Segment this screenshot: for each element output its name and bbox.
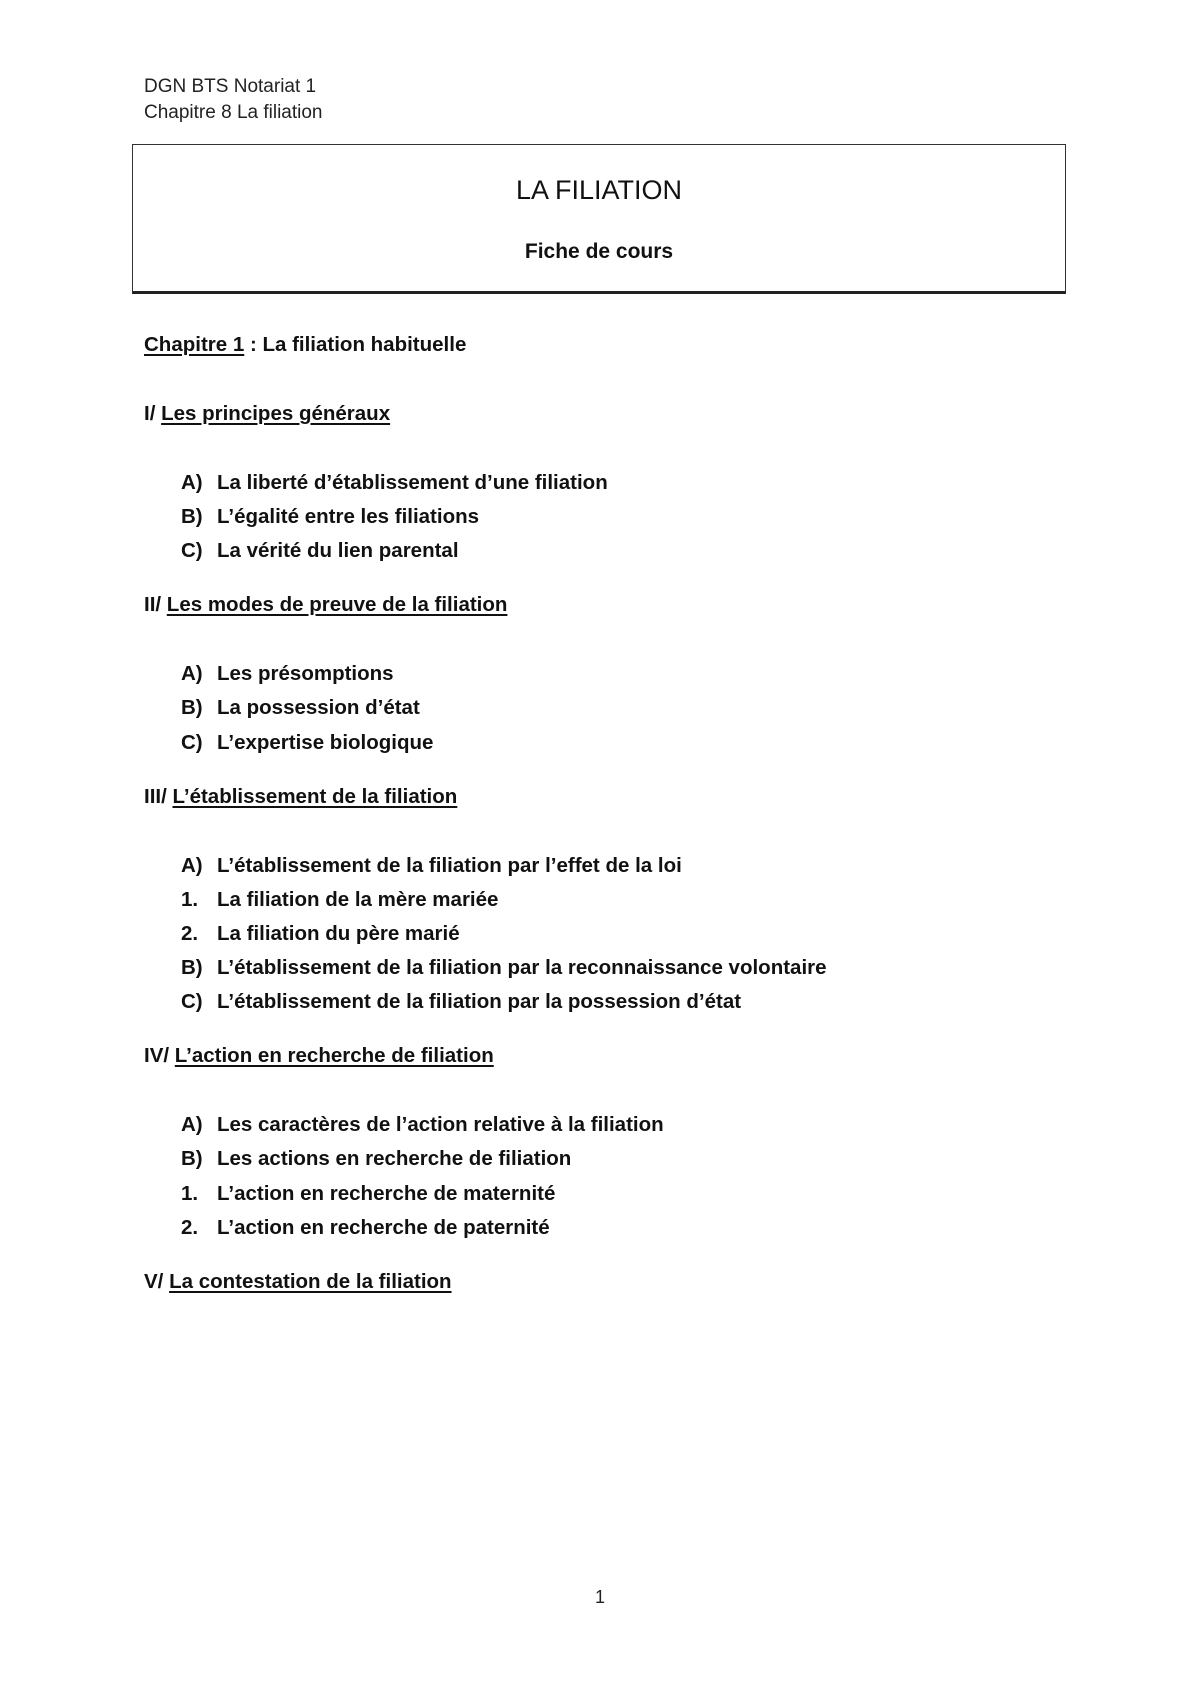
list-marker: 1. <box>181 1182 199 1205</box>
section-heading <box>144 1270 452 1294</box>
list-marker: A) <box>181 471 203 494</box>
page-number: 1 <box>594 1587 605 1607</box>
list-item: L’égalité entre les filiations <box>217 505 480 528</box>
list-marker: A) <box>181 662 203 685</box>
list-marker: C) <box>181 990 203 1013</box>
chapter-label: Chapitre 1 <box>144 333 245 356</box>
list-marker: 2. <box>181 922 199 945</box>
list-item: L’action en recherche de paternité <box>217 1216 550 1239</box>
list-item: L’action en recherche de maternité <box>217 1182 556 1205</box>
list-item: La liberté d’établissement d’une filiation <box>217 471 608 494</box>
section-title: La contestation de la filiation <box>169 1270 452 1293</box>
chapter-separator: : <box>244 333 263 356</box>
section-heading <box>144 1044 494 1068</box>
title-box <box>132 144 1066 294</box>
list-marker: 2. <box>181 1216 199 1239</box>
header-chapter: Chapitre 8 La filiation <box>144 102 323 123</box>
list-item: La filiation de la mère mariée <box>217 888 499 911</box>
section-title: Les modes de preuve de la filiation <box>166 593 508 616</box>
list-item: L’établissement de la filiation par la reconnaissance volontaire <box>217 956 827 979</box>
list-marker: B) <box>181 505 203 528</box>
document-subtitle: Fiche de cours <box>524 240 674 263</box>
list-item: Les caractères de l’action relative à la filiation <box>217 1113 664 1136</box>
section-number: III/ <box>144 785 173 808</box>
list-item: L’établissement de la filiation par la possession d’état <box>217 990 742 1013</box>
list-marker: A) <box>181 1113 203 1136</box>
document-title: LA FILIATION <box>515 175 683 205</box>
section-number: IV/ <box>144 1044 175 1067</box>
chapter-heading <box>144 333 466 357</box>
section-title: L’établissement de la filiation <box>172 785 458 808</box>
header-course: DGN BTS Notariat 1 <box>144 76 317 97</box>
list-marker: C) <box>181 539 203 562</box>
section-number: II/ <box>144 593 167 616</box>
list-item: Les présomptions <box>217 662 394 685</box>
section-title: Les principes généraux <box>161 402 391 425</box>
section-title: L’action en recherche de filiation <box>174 1044 494 1067</box>
list-marker: B) <box>181 696 203 719</box>
list-item: L’expertise biologique <box>217 731 434 754</box>
list-item: Les actions en recherche de filiation <box>217 1147 572 1170</box>
list-marker: B) <box>181 1147 203 1170</box>
list-item: La possession d’état <box>217 696 420 719</box>
list-item: L’établissement de la filiation par l’effet de la loi <box>217 854 682 877</box>
list-item: La vérité du lien parental <box>217 539 459 562</box>
list-marker: B) <box>181 956 203 979</box>
list-item: La filiation du père marié <box>217 922 460 945</box>
list-marker: C) <box>181 731 203 754</box>
section-heading <box>144 593 507 617</box>
section-number: V/ <box>144 1270 170 1293</box>
section-number: I/ <box>144 402 162 425</box>
list-marker: 1. <box>181 888 199 911</box>
section-heading <box>144 785 457 809</box>
chapter-title: La filiation habituelle <box>262 333 467 356</box>
list-marker: A) <box>181 854 203 877</box>
section-heading <box>144 402 390 426</box>
